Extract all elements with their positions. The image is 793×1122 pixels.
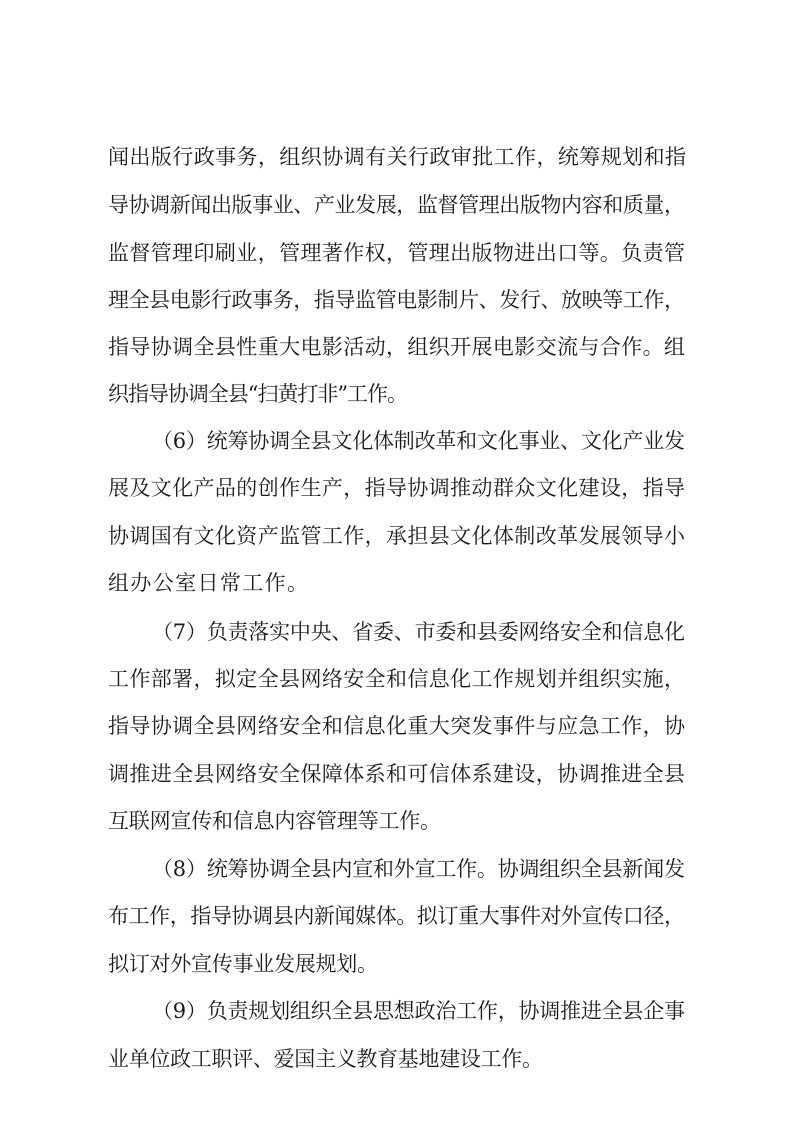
- line-text: 业单位政工职评、爱国主义教育基地建设工作。: [108, 1047, 543, 1071]
- line-text: 展及文化产品的创作生产，指导协调推动群众文化建设，指导: [108, 476, 686, 500]
- line-text: 闻出版行政事务，组织协调有关行政审批工作，统筹规划和指: [108, 145, 687, 169]
- text-line: [0, 563, 793, 603]
- text-line: [0, 754, 793, 794]
- line-text: 织指导协调全县“扫黄打非”工作。: [108, 382, 407, 406]
- line-text: 工作部署，拟定全县网络安全和信息化工作规划并组织实施，: [108, 667, 686, 691]
- text-line: [0, 374, 793, 414]
- text-line: [0, 137, 793, 177]
- line-text: （7）负责落实中央、省委、市委和县委网络安全和信息化: [152, 620, 685, 644]
- line-text: 指导协调全县性重大电影活动，组织开展电影交流与合作。组: [108, 335, 686, 359]
- line-text: 布工作，指导协调县内新闻媒体。拟订重大事件对外宣传口径，: [108, 904, 685, 928]
- text-line: [0, 516, 793, 556]
- line-text: 组办公室日常工作。: [108, 571, 310, 595]
- line-text: 导协调新闻出版事业、产业发展，监督管理出版物内容和质量，: [108, 193, 685, 217]
- text-line: [0, 801, 793, 841]
- text-line: [0, 327, 793, 367]
- text-line: [0, 612, 793, 652]
- text-line: [0, 468, 793, 508]
- line-text: （6）统筹协调全县文化体制改革和文化事业、文化产业发: [152, 429, 685, 453]
- line-text: （8）统筹协调全县内宣和外宣工作。协调组织全县新闻发: [152, 857, 685, 881]
- text-line: [0, 280, 793, 320]
- line-text: 理全县电影行政事务，指导监管电影制片、发行、放映等工作，: [108, 288, 685, 312]
- text-line: [0, 1039, 793, 1079]
- text-line: [0, 421, 793, 461]
- line-text: 指导协调全县网络安全和信息化重大突发事件与应急工作，协: [108, 714, 686, 738]
- line-text: 协调国有文化资产监管工作，承担县文化体制改革发展领导小: [108, 524, 686, 548]
- line-text: 监督管理印刷业，管理著作权，管理出版物进出口等。负责管: [108, 241, 686, 265]
- text-line: [0, 849, 793, 889]
- text-line: [0, 991, 793, 1031]
- text-line: [0, 659, 793, 699]
- text-line: [0, 896, 793, 936]
- text-line: [0, 944, 793, 984]
- text-line: [0, 706, 793, 746]
- line-text: 拟订对外宣传事业发展规划。: [108, 952, 378, 976]
- text-line: [0, 233, 793, 273]
- line-text: （9）负责规划组织全县思想政治工作，协调推进全县企事: [152, 999, 685, 1023]
- line-text: 调推进全县网络安全保障体系和可信体系建设，协调推进全县: [108, 762, 686, 786]
- text-line: [0, 185, 793, 225]
- line-text: 互联网宣传和信息内容管理等工作。: [108, 809, 441, 833]
